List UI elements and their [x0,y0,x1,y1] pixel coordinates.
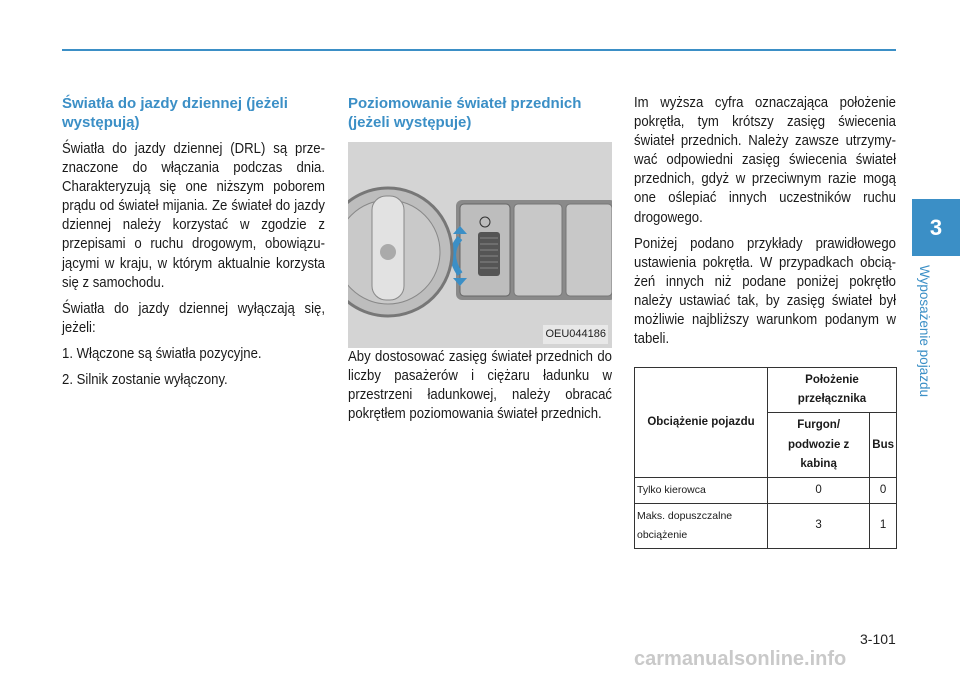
drl-off-paragraph: Światła do jazdy dziennej wyłączają się, jeżeli: [62,300,326,336]
drl-heading: Światła do jazdy dziennej (jeżeli występują) [62,95,288,131]
chapter-label: Wyposażenie pojazdu [917,265,932,397]
watermark: carmanualsonline.info [634,648,847,670]
cell-bus: 0 [870,477,897,503]
drl-condition-1: 1. Włączone są światła pozycyjne. [62,345,262,362]
leveling-paragraph: Aby dostosować zasięg świateł przednich do liczby pasażerów i ciężaru ładunku w przestrzeni ładunkowej, należy obracać pokrętłem poziomowania świateł przednich. [348,349,612,423]
top-rule [62,49,896,51]
chapter-tab: 3 [912,199,960,256]
range-paragraph: Im wyższa cyfra oznaczająca położenie pokrętła, tym krótszy zasięg świecenia świateł przednich. Należy zawsze utrzymy-wać odpowiedni zasięg świecenia świateł przednich, gdyż w przeciwnym razie mogą one oślepiać innych uczestników ruchu drogowego. [634,95,896,226]
table-row [635,503,897,548]
dashboard-switch-illustration [348,142,612,348]
column-2 [348,94,612,431]
drl-condition-2: 2. Silnik zostanie wyłączony. [62,372,228,389]
drl-paragraph: Światła do jazdy dziennej (DRL) są prze-znaczone do włączania podczas dnia. Charakteryzują się one niższym poborem prądu od świateł mijania. Ze świateł do jazdy dziennej należy korzystać w zgodzie z przepisami o ruchu drogowym, obowiązu-jącymi w kraju, w którym aktualnie korzysta się z samochodu. [62,141,326,291]
row-label: Maks. dopuszczalne obciążenie [635,503,768,548]
header-position: Położenie przełącznika [768,368,897,413]
page-number: 3-101 [860,631,896,647]
header-load: Obciążenie pojazdu [635,368,768,477]
cell-van: 0 [768,477,870,503]
leveling-heading: Poziomowanie świateł przednich (jeżeli występuje) [348,95,582,131]
leveling-switch-figure [348,142,612,348]
examples-paragraph: Poniżej podano przykłady prawidłowego ustawienia pokrętła. W przypadkach obcią-żeń innych niż podane poniżej pokrętło należy ustawiać tak, by zasięg świateł był możliwie najbliższy warunkom podanym w tabeli. [634,235,896,348]
chapter-label-wrap [917,265,943,400]
row-label: Tylko kierowca [635,477,768,503]
table-row [635,477,897,503]
header-van: Furgon/ podwozie z kabiną [768,413,870,477]
cell-bus: 1 [870,503,897,548]
header-bus: Bus [870,413,897,477]
column-3 [634,94,896,549]
leveling-table [634,367,897,549]
figure-code: OEU044186 [543,325,608,344]
cell-van: 3 [768,503,870,548]
column-1 [62,94,325,397]
